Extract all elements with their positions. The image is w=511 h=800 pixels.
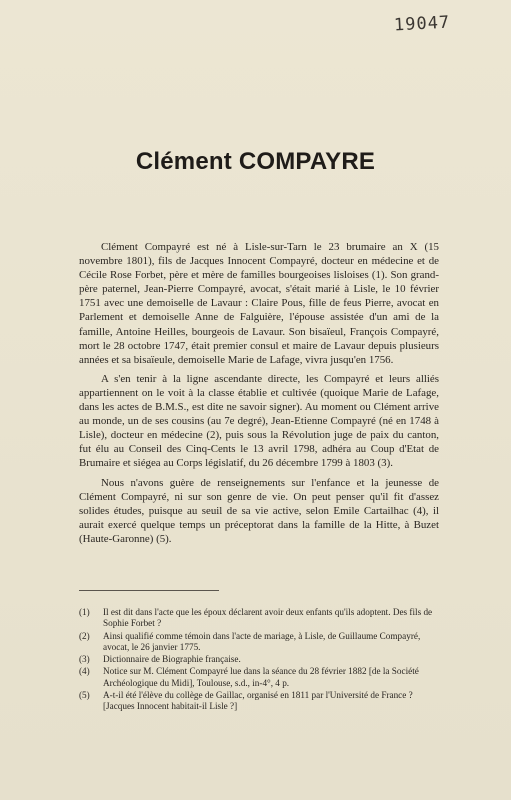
page-title: Clément COMPAYRE [135,148,376,175]
footnote-text: A-t-il été l'élève du collège de Gaillac, organisé en 1811 par l'Université de France ? [Jacques Innocent habitait-il Lisle ?] [103,690,413,712]
paragraph: Nous n'avons guère de renseignements sur l'enfance et la jeunesse de Clément Compayré, ni sur son genre de vie. On peut penser qu'il fit d'assez solides études, puisque au seuil de sa vie active, selon Emile Cartailhac (4), il aurait exercé quelque temps un préceptorat dans la famille de la Hitte, à Buzet (Haute-Garonne) (5). [79,476,439,545]
footnote-number: (5) [79,690,90,701]
footnote-number: (1) [79,607,90,617]
footnotes [79,607,439,714]
footnote-number: (4) [79,666,90,677]
footnote-text: Dictionnaire de Biographie française. [103,654,241,665]
footnote-text: Il est dit dans l'acte que les époux déclarent avoir deux enfants qu'ils adoptent. Des fils de Sophie Forbet ? [103,607,433,629]
footnote [79,690,439,713]
footnote-number: (3) [79,654,90,665]
footnote [79,607,439,630]
paragraph: Clément Compayré est né à Lisle-sur-Tarn le 23 brumaire an X (15 novembre 1801), fils de Jacques Innocent Compayré, docteur en médecine et de Cécile Rose Forbet, père et mère de familles bourgeoises lisloises (1). Son grand-père paternel, Jean-Pierre Compayré, avocat, s'était marié à Lisle, le 10 février 1751 avec une demoiselle de Lavaur : Claire Pous, fille de feus Pierre, avocat en Parlement et demoiselle Anne de Falguière, l'épouse assistée d'un ami de la famille, Antoine Heilles, bourgeois de Lavaur. Son bisaïeul, François Compayré, mort le 28 octobre 1747, était premier consul et maire de Lavaur depuis plusieurs années et sa bisaïeule, demoiselle Marie de Lafage, vivra jusqu'en 1756. [79,241,439,366]
footnote-text: Ainsi qualifié comme témoin dans l'acte de mariage, à Lisle, de Guillaume Compayré, avocat, le 26 janvier 1775. [103,630,421,652]
footnote-divider [79,590,219,591]
footnote [79,631,439,654]
body-text [79,240,439,551]
paragraph: A s'en tenir à la ligne ascendante directe, les Compayré et leurs alliés appartiennent on le voit à la classe établie et cultivée (quoique Marie de Lafage, dans les actes de B.M.S., est dite ne savoir signer). Au moment ou Clément arrive au monde, un de ses cousins (au 7e degré), Jean-Etienne Compayré (né en 1748 à Lisle), docteur en médecine (2), puis sous la Révolution juge de paix du canton, fut élu au Conseil des Cinq-Cents le 13 avril 1798, adhéra au Coup d'Etat de Brumaire et siégea au Corps législatif, du 26 décembre 1799 à 1803 (3). [79,372,439,470]
footnote-text: Notice sur M. Clément Compayré lue dans la séance du 28 février 1882 [de la Société Archéologique du Midi], Toulouse, s.d., in-4°, 4 p. [103,666,419,688]
handwritten-archive-number: 19047 [393,12,451,36]
footnote [79,654,439,665]
footnote [79,666,439,689]
footnote-number: (2) [79,630,90,641]
